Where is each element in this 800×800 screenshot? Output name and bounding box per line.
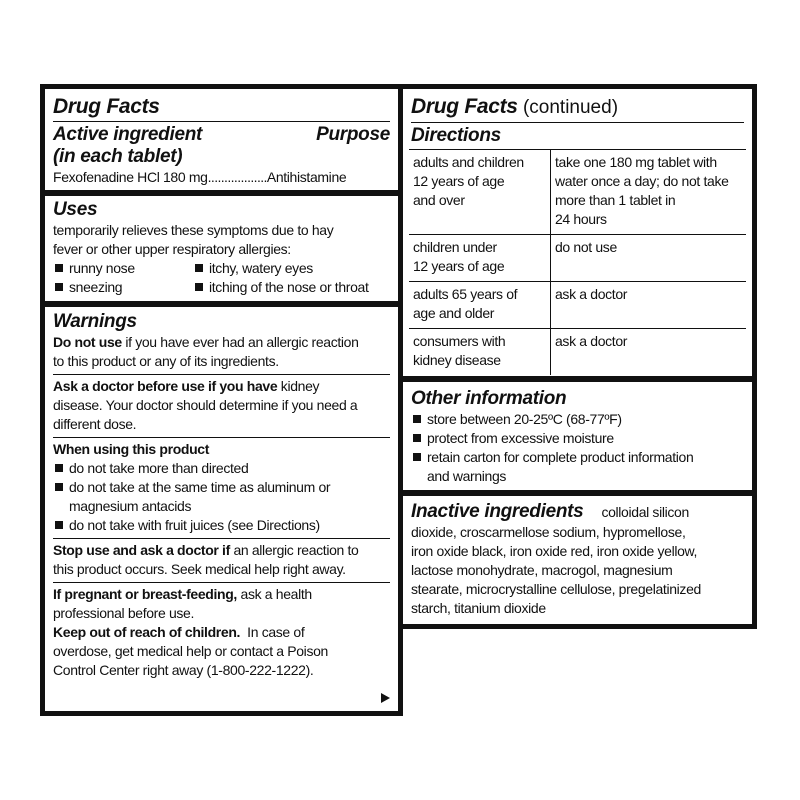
purpose-heading: Purpose <box>316 124 390 145</box>
ask-doctor-text-3: different dose. <box>53 416 137 432</box>
when-using-item: do not take at the same time as aluminum or <box>69 479 331 495</box>
keep-out-label: Keep out of reach of children. <box>53 624 241 640</box>
inactive-line-1: colloidal silicon <box>601 504 689 520</box>
continued-label: (continued) <box>517 97 619 118</box>
stop-use-section <box>45 539 398 582</box>
table-row <box>409 150 746 235</box>
dir-what: 24 hours <box>555 211 607 227</box>
pregnancy-section <box>45 583 398 680</box>
uses-item: itching of the nose or throat <box>209 279 369 295</box>
other-info-item: retain carton for complete product information <box>427 449 694 465</box>
do-not-use-label: Do not use <box>53 334 122 350</box>
ask-doctor-section <box>45 375 398 437</box>
dir-who: consumers with <box>413 333 506 349</box>
table-row <box>409 235 746 282</box>
ingredient-name: Fexofenadine HCl 180 mg <box>53 169 208 185</box>
inactive-line-2: dioxide, croscarmellose sodium, hypromellose, <box>411 524 686 540</box>
keep-out-text-3: Control Center right away (1-800-222-1222). <box>53 662 314 678</box>
dir-what: water once a day; do not take <box>555 173 729 189</box>
active-ingredient-heading: Active ingredient <box>53 124 203 145</box>
ask-doctor-text-2: disease. Your doctor should determine if you need a <box>53 397 358 413</box>
do-not-use-text: if you have ever had an allergic reaction <box>121 334 359 350</box>
ask-doctor-text: kidney <box>277 378 320 394</box>
warnings-heading: Warnings <box>53 311 137 332</box>
continued-title-section <box>403 89 752 119</box>
bullet-icon <box>55 464 63 472</box>
active-ingredient-section <box>45 122 398 190</box>
dir-who: children under <box>413 239 497 255</box>
uses-section <box>45 196 398 301</box>
inactive-line-3: iron oxide black, iron oxide red, iron oxide yellow, <box>411 543 698 559</box>
stop-use-text: an allergic reaction to <box>229 542 359 558</box>
continue-arrow-icon <box>381 693 390 703</box>
dir-who: adults and children <box>413 154 524 170</box>
drug-facts-title-section <box>45 89 398 119</box>
when-using-item-cont: magnesium antacids <box>69 498 192 514</box>
uses-line-2: fever or other upper respiratory allergies: <box>53 241 291 257</box>
ingredient-purpose: Antihistamine <box>266 169 347 185</box>
table-row <box>409 282 746 329</box>
table-row <box>409 329 746 376</box>
bullet-icon <box>55 483 63 491</box>
directions-section <box>403 123 752 149</box>
stop-use-text-2: this product occurs. Seek medical help right away. <box>53 561 346 577</box>
dir-who: adults 65 years of <box>413 286 518 302</box>
keep-out-text-2: overdose, get medical help or contact a Poison <box>53 643 328 659</box>
directions-table <box>409 150 746 375</box>
uses-item: sneezing <box>69 279 123 295</box>
dir-what: do not use <box>555 239 617 255</box>
active-ingredient-subheading: (in each tablet) <box>53 146 183 167</box>
pregnancy-text: ask a health <box>236 586 312 602</box>
other-info-item: store between 20-25ºC (68-77ºF) <box>427 411 622 427</box>
other-information-section <box>403 382 752 490</box>
bullet-icon <box>413 415 421 423</box>
uses-heading: Uses <box>53 199 98 220</box>
keep-out-text: In case of <box>240 624 305 640</box>
bullet-icon <box>195 283 203 291</box>
other-information-heading: Other information <box>411 388 567 409</box>
drug-facts-left-panel <box>40 84 403 716</box>
drug-facts-continued-title: Drug Facts <box>411 95 518 118</box>
drug-facts-right-panel <box>400 84 757 629</box>
when-using-item: do not take with fruit juices (see Directions) <box>69 517 320 533</box>
dir-who: age and older <box>413 305 495 321</box>
uses-line-1: temporarily relieves these symptoms due to hay <box>53 222 334 238</box>
dir-who: 12 years of age <box>413 173 505 189</box>
directions-heading: Directions <box>411 125 501 146</box>
do-not-use-text-2: to this product or any of its ingredients. <box>53 353 279 369</box>
bullet-icon <box>413 434 421 442</box>
inactive-line-5: stearate, microcrystalline cellulose, pregelatinized <box>411 581 701 597</box>
drug-facts-title: Drug Facts <box>53 95 160 118</box>
dir-who: 12 years of age <box>413 258 505 274</box>
other-info-item-cont: and warnings <box>427 468 507 484</box>
bullet-icon <box>413 453 421 461</box>
inactive-ingredients-heading: Inactive ingredients <box>411 501 584 522</box>
dir-what: more than 1 tablet in <box>555 192 676 208</box>
bullet-icon <box>195 264 203 272</box>
dir-what: take one 180 mg tablet with <box>555 154 717 170</box>
inactive-line-4: lactose monohydrate, macrogol, magnesium <box>411 562 673 578</box>
when-using-item: do not take more than directed <box>69 460 249 476</box>
dir-who: and over <box>413 192 465 208</box>
inactive-ingredients-section <box>403 496 752 618</box>
pregnancy-label: If pregnant or breast-feeding, <box>53 586 237 602</box>
ask-doctor-label: Ask a doctor before use if you have <box>53 378 278 394</box>
other-info-item: protect from excessive moisture <box>427 430 614 446</box>
when-using-section <box>45 438 398 538</box>
inactive-line-6: starch, titanium dioxide <box>411 600 546 616</box>
uses-item: itchy, watery eyes <box>209 260 313 276</box>
pregnancy-text-2: professional before use. <box>53 605 195 621</box>
warnings-section <box>45 307 398 374</box>
leader-dots: .................. <box>207 169 267 185</box>
dir-what: ask a doctor <box>555 333 628 349</box>
bullet-icon <box>55 283 63 291</box>
when-using-heading: When using this product <box>53 441 210 457</box>
dir-what: ask a doctor <box>555 286 628 302</box>
dir-who: kidney disease <box>413 352 501 368</box>
stop-use-label: Stop use and ask a doctor if <box>53 542 230 558</box>
bullet-icon <box>55 264 63 272</box>
uses-item: runny nose <box>69 260 135 276</box>
bullet-icon <box>55 521 63 529</box>
